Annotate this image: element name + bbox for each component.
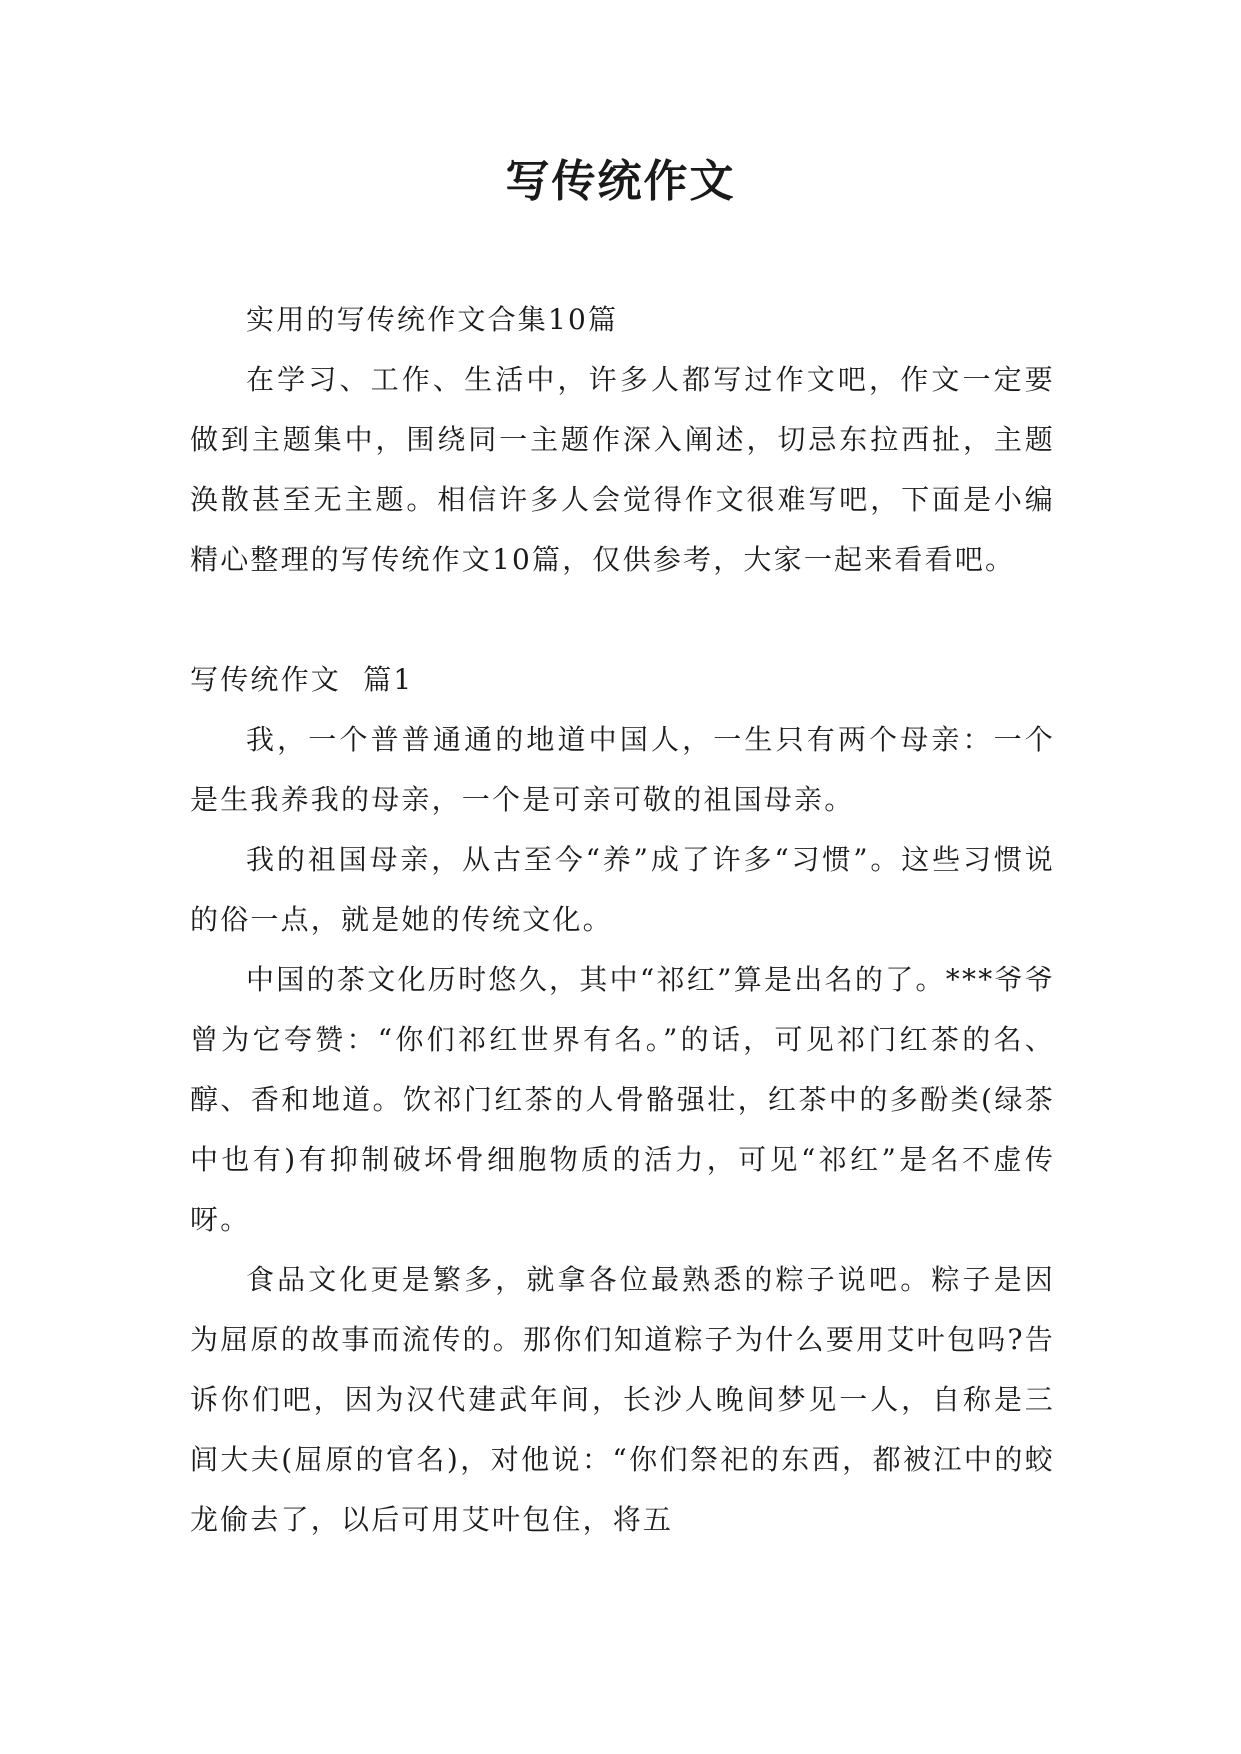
body-paragraph: 中国的茶文化历时悠久，其中“祁红”算是出名的了。***爷爷曾为它夸赞：“你们祁红世界有名。”的话，可见祁门红茶的名、醇、香和地道。饮祁门红茶的人骨骼强壮，红茶中的多酚类(绿茶中也有)有抑制破坏骨细胞物质的活力，可见“祁红”是名不虚传呀。 — [190, 963, 1055, 1236]
document-subtitle: 实用的写传统作文合集10篇 — [246, 303, 619, 336]
intro-paragraph: 在学习、工作、生活中，许多人都写过作文吧，作文一定要做到主题集中，围绕同一主题作深入阐述，切忌东拉西扯，主题涣散甚至无主题。相信许多人会觉得作文很难写吧，下面是小编精心整理的写传统作文10篇，仅供参考，大家一起来看看吧。 — [190, 363, 1055, 576]
section-spacer — [190, 590, 1055, 650]
document-body — [190, 290, 1055, 1550]
body-paragraph: 我的祖国母亲，从古至今“养”成了许多“习惯”。这些习惯说的俗一点，就是她的传统文化。 — [190, 843, 1055, 936]
section-heading: 写传统作文 篇1 — [190, 663, 414, 696]
body-paragraph: 我，一个普普通通的地道中国人，一生只有两个母亲：一个是生我养我的母亲，一个是可亲可敬的祖国母亲。 — [190, 723, 1055, 816]
body-paragraph: 食品文化更是繁多，就拿各位最熟悉的粽子说吧。粽子是因为屈原的故事而流传的。那你们知道粽子为什么要用艾叶包吗?告诉你们吧，因为汉代建武年间，长沙人晚间梦见一人，自称是三闾大夫(屈原的官名)，对他说：“你们祭祀的东西，都被江中的蛟龙偷去了，以后可用艾叶包住，将五 — [190, 1263, 1055, 1536]
document-title: 写传统作文 — [505, 156, 736, 207]
